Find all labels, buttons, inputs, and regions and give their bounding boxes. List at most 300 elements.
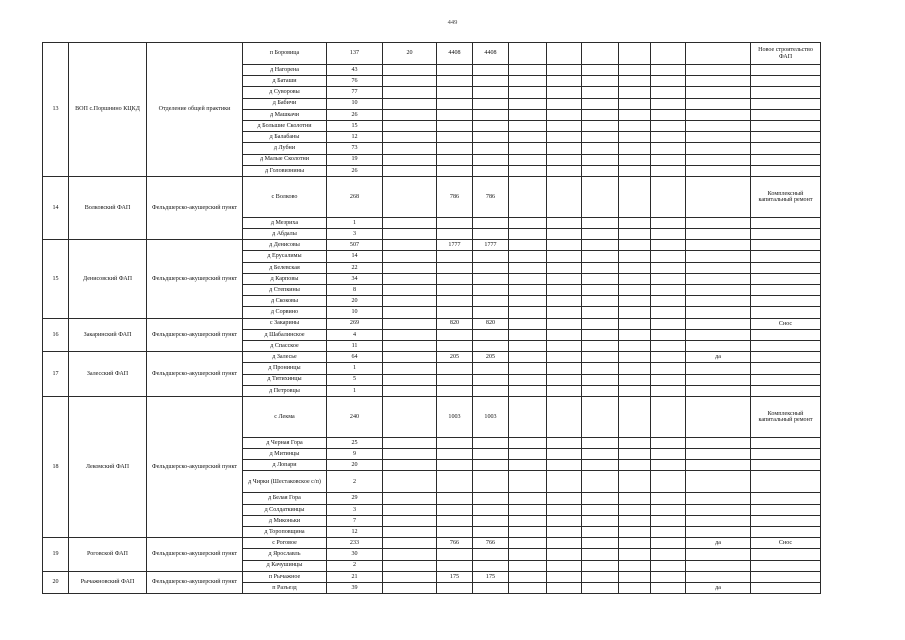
empty-cell (509, 296, 547, 307)
flag-cell (686, 273, 751, 284)
empty-cell (651, 582, 686, 593)
value-cell: 1003 (437, 396, 473, 437)
empty-cell (619, 437, 651, 448)
population-cell: 4 (327, 329, 383, 340)
value-cell: 20 (383, 43, 437, 65)
value-cell: 4408 (473, 43, 509, 65)
note-cell (751, 98, 821, 109)
value-cell (473, 132, 509, 143)
population-cell: 14 (327, 251, 383, 262)
note-cell (751, 437, 821, 448)
empty-cell (509, 385, 547, 396)
value-cell (383, 571, 437, 582)
empty-cell (582, 437, 619, 448)
empty-cell (582, 65, 619, 76)
empty-cell (619, 229, 651, 240)
empty-cell (547, 329, 582, 340)
population-cell: 26 (327, 165, 383, 176)
empty-cell (651, 109, 686, 120)
empty-cell (619, 560, 651, 571)
settlement-name: с Закарины (243, 318, 327, 329)
empty-cell (509, 549, 547, 560)
note-cell (751, 363, 821, 374)
empty-cell (547, 120, 582, 131)
facility-type: Фельдшерско-акушерский пункт (147, 176, 243, 239)
value-cell (383, 217, 437, 228)
empty-cell (509, 515, 547, 526)
value-cell (473, 582, 509, 593)
empty-cell (547, 109, 582, 120)
empty-cell (509, 318, 547, 329)
value-cell (473, 363, 509, 374)
empty-cell (619, 262, 651, 273)
value-cell (473, 374, 509, 385)
empty-cell (547, 229, 582, 240)
empty-cell (619, 154, 651, 165)
value-cell: 205 (437, 352, 473, 363)
empty-cell (651, 251, 686, 262)
value-cell (437, 229, 473, 240)
population-cell: 64 (327, 352, 383, 363)
settlement-name: д Большие Сколотни (243, 120, 327, 131)
value-cell (383, 493, 437, 504)
empty-cell (582, 176, 619, 217)
population-cell: 1 (327, 363, 383, 374)
empty-cell (582, 217, 619, 228)
settlement-name: д Белевская (243, 262, 327, 273)
empty-cell (619, 329, 651, 340)
note-cell (751, 273, 821, 284)
empty-cell (509, 352, 547, 363)
value-cell (437, 273, 473, 284)
flag-cell (686, 143, 751, 154)
value-cell (473, 560, 509, 571)
note-cell (751, 87, 821, 98)
population-cell: 15 (327, 120, 383, 131)
row-number: 15 (43, 240, 69, 318)
facility-name: Рычажновский ФАП (69, 571, 147, 593)
value-cell (383, 471, 437, 493)
empty-cell (619, 43, 651, 65)
empty-cell (619, 296, 651, 307)
empty-cell (619, 76, 651, 87)
note-cell (751, 527, 821, 538)
settlement-name: д Тороповщина (243, 527, 327, 538)
settlement-name: д Нагорена (243, 65, 327, 76)
empty-cell (619, 87, 651, 98)
empty-cell (651, 471, 686, 493)
empty-cell (651, 460, 686, 471)
empty-cell (582, 449, 619, 460)
note-cell (751, 143, 821, 154)
settlement-name: с Роговое (243, 538, 327, 549)
flag-cell (686, 262, 751, 273)
value-cell (473, 296, 509, 307)
population-cell: 19 (327, 154, 383, 165)
population-cell: 7 (327, 515, 383, 526)
empty-cell (651, 329, 686, 340)
settlement-name: д Ерусалимы (243, 251, 327, 262)
empty-cell (619, 504, 651, 515)
note-cell (751, 493, 821, 504)
empty-cell (547, 98, 582, 109)
value-cell (383, 329, 437, 340)
population-cell: 10 (327, 98, 383, 109)
empty-cell (547, 340, 582, 351)
empty-cell (509, 527, 547, 538)
population-cell: 9 (327, 449, 383, 460)
settlement-name: д Солдаткинцы (243, 504, 327, 515)
flag-cell: да (686, 352, 751, 363)
value-cell (383, 143, 437, 154)
empty-cell (651, 318, 686, 329)
flag-cell (686, 374, 751, 385)
empty-cell (582, 154, 619, 165)
empty-cell (619, 515, 651, 526)
empty-cell (547, 374, 582, 385)
empty-cell (547, 87, 582, 98)
empty-cell (509, 229, 547, 240)
note-cell (751, 154, 821, 165)
facility-type: Фельдшерско-акушерский пункт (147, 571, 243, 593)
population-cell: 5 (327, 374, 383, 385)
empty-cell (547, 217, 582, 228)
value-cell (437, 120, 473, 131)
empty-cell (547, 251, 582, 262)
note-cell (751, 471, 821, 493)
facility-name: ВОП с.Поршнино КЦКД (69, 43, 147, 177)
empty-cell (582, 340, 619, 351)
population-cell: 20 (327, 460, 383, 471)
population-cell: 240 (327, 396, 383, 437)
value-cell (383, 154, 437, 165)
empty-cell (509, 176, 547, 217)
value-cell (383, 76, 437, 87)
note-cell (751, 560, 821, 571)
population-cell: 21 (327, 571, 383, 582)
value-cell (383, 515, 437, 526)
table-row (43, 318, 821, 329)
note-cell (751, 296, 821, 307)
empty-cell (547, 385, 582, 396)
empty-cell (619, 340, 651, 351)
flag-cell (686, 165, 751, 176)
value-cell (473, 98, 509, 109)
value-cell (383, 262, 437, 273)
facility-type: Отделение общей практики (147, 43, 243, 177)
settlement-name: д Бабичи (243, 98, 327, 109)
population-cell: 76 (327, 76, 383, 87)
value-cell (473, 527, 509, 538)
value-cell (383, 549, 437, 560)
empty-cell (619, 449, 651, 460)
value-cell (383, 340, 437, 351)
empty-cell (547, 352, 582, 363)
facility-type: Фельдшерско-акушерский пункт (147, 352, 243, 397)
value-cell (473, 109, 509, 120)
population-cell: 233 (327, 538, 383, 549)
empty-cell (547, 582, 582, 593)
note-cell (751, 515, 821, 526)
empty-cell (582, 396, 619, 437)
empty-cell (582, 560, 619, 571)
value-cell (383, 307, 437, 318)
empty-cell (547, 549, 582, 560)
empty-cell (509, 87, 547, 98)
empty-cell (509, 65, 547, 76)
empty-cell (582, 262, 619, 273)
empty-cell (547, 560, 582, 571)
empty-cell (619, 165, 651, 176)
empty-cell (651, 273, 686, 284)
value-cell (473, 471, 509, 493)
facility-type: Фельдшерско-акушерский пункт (147, 538, 243, 572)
note-cell (751, 240, 821, 251)
value-cell (437, 143, 473, 154)
value-cell (437, 340, 473, 351)
settlement-name: д Денисовы (243, 240, 327, 251)
value-cell (473, 262, 509, 273)
value-cell (437, 65, 473, 76)
empty-cell (582, 504, 619, 515)
value-cell (437, 582, 473, 593)
empty-cell (651, 285, 686, 296)
empty-cell (651, 515, 686, 526)
note-cell (751, 460, 821, 471)
flag-cell (686, 98, 751, 109)
empty-cell (651, 560, 686, 571)
value-cell (473, 273, 509, 284)
value-cell (437, 251, 473, 262)
empty-cell (509, 374, 547, 385)
empty-cell (509, 43, 547, 65)
empty-cell (619, 396, 651, 437)
value-cell (473, 340, 509, 351)
settlement-name: д Митинцы (243, 449, 327, 460)
flag-cell (686, 120, 751, 131)
empty-cell (651, 504, 686, 515)
value-cell (473, 217, 509, 228)
facility-type: Фельдшерско-акушерский пункт (147, 318, 243, 352)
flag-cell (686, 449, 751, 460)
population-cell: 3 (327, 504, 383, 515)
empty-cell (547, 143, 582, 154)
value-cell (473, 437, 509, 448)
value-cell (473, 143, 509, 154)
empty-cell (582, 229, 619, 240)
facility-type: Фельдшерско-акушерский пункт (147, 240, 243, 318)
settlement-name: д Ярославль (243, 549, 327, 560)
empty-cell (509, 76, 547, 87)
empty-cell (547, 515, 582, 526)
value-cell (383, 120, 437, 131)
flag-cell (686, 340, 751, 351)
empty-cell (619, 120, 651, 131)
empty-cell (619, 240, 651, 251)
settlement-name: д Мезриха (243, 217, 327, 228)
settlement-name: д Сорвино (243, 307, 327, 318)
empty-cell (619, 109, 651, 120)
empty-cell (509, 437, 547, 448)
row-number: 16 (43, 318, 69, 352)
empty-cell (547, 396, 582, 437)
value-cell: 766 (473, 538, 509, 549)
empty-cell (651, 437, 686, 448)
note-cell (751, 582, 821, 593)
value-cell (437, 363, 473, 374)
value-cell (437, 132, 473, 143)
flag-cell (686, 396, 751, 437)
population-cell: 1 (327, 217, 383, 228)
note-cell (751, 329, 821, 340)
empty-cell (619, 549, 651, 560)
flag-cell (686, 217, 751, 228)
empty-cell (651, 217, 686, 228)
settlement-name: п Рычажное (243, 571, 327, 582)
population-cell: 77 (327, 87, 383, 98)
value-cell: 786 (437, 176, 473, 217)
population-cell: 8 (327, 285, 383, 296)
population-cell: 507 (327, 240, 383, 251)
value-cell (383, 460, 437, 471)
note-cell: Новое строительство ФАП (751, 43, 821, 65)
value-cell (437, 460, 473, 471)
note-cell (751, 307, 821, 318)
empty-cell (582, 363, 619, 374)
empty-cell (509, 132, 547, 143)
page-number: 449 (447, 19, 458, 26)
value-cell (473, 65, 509, 76)
value-cell (383, 437, 437, 448)
value-cell (383, 560, 437, 571)
empty-cell (582, 471, 619, 493)
settlement-name: д Суворовы (243, 87, 327, 98)
value-cell: 1777 (437, 240, 473, 251)
flag-cell (686, 515, 751, 526)
value-cell (383, 109, 437, 120)
empty-cell (582, 549, 619, 560)
note-cell (751, 571, 821, 582)
value-cell (383, 132, 437, 143)
value-cell (383, 296, 437, 307)
settlement-name: д Шабалинское (243, 329, 327, 340)
value-cell: 175 (473, 571, 509, 582)
flag-cell (686, 109, 751, 120)
empty-cell (651, 340, 686, 351)
empty-cell (547, 285, 582, 296)
empty-cell (651, 385, 686, 396)
value-cell (437, 329, 473, 340)
value-cell (383, 176, 437, 217)
empty-cell (509, 273, 547, 284)
population-cell: 22 (327, 262, 383, 273)
flag-cell (686, 132, 751, 143)
population-cell: 20 (327, 296, 383, 307)
empty-cell (547, 538, 582, 549)
value-cell: 4408 (437, 43, 473, 65)
row-number: 19 (43, 538, 69, 572)
value-cell (383, 240, 437, 251)
empty-cell (582, 143, 619, 154)
empty-cell (547, 176, 582, 217)
empty-cell (619, 363, 651, 374)
note-cell (751, 109, 821, 120)
value-cell (383, 582, 437, 593)
note-cell (751, 504, 821, 515)
empty-cell (509, 340, 547, 351)
note-cell (751, 229, 821, 240)
value-cell (437, 98, 473, 109)
empty-cell (651, 449, 686, 460)
settlement-name: д Лубни (243, 143, 327, 154)
value-cell (473, 76, 509, 87)
empty-cell (547, 363, 582, 374)
flag-cell (686, 285, 751, 296)
empty-cell (582, 285, 619, 296)
empty-cell (651, 538, 686, 549)
empty-cell (619, 143, 651, 154)
population-cell: 43 (327, 65, 383, 76)
population-cell: 25 (327, 437, 383, 448)
value-cell (383, 318, 437, 329)
empty-cell (619, 571, 651, 582)
value-cell (473, 154, 509, 165)
population-cell: 11 (327, 340, 383, 351)
settlement-name: д Машкачи (243, 109, 327, 120)
facility-name: Закаринский ФАП (69, 318, 147, 352)
value-cell (473, 549, 509, 560)
value-cell (383, 374, 437, 385)
population-cell: 3 (327, 229, 383, 240)
value-cell (437, 76, 473, 87)
value-cell: 820 (473, 318, 509, 329)
row-number: 13 (43, 43, 69, 177)
population-cell: 34 (327, 273, 383, 284)
flag-cell (686, 329, 751, 340)
value-cell (383, 98, 437, 109)
empty-cell (547, 449, 582, 460)
empty-cell (651, 43, 686, 65)
empty-cell (582, 87, 619, 98)
value-cell (473, 385, 509, 396)
value-cell (437, 385, 473, 396)
empty-cell (582, 296, 619, 307)
empty-cell (547, 65, 582, 76)
population-cell: 12 (327, 132, 383, 143)
table-row (43, 571, 821, 582)
settlement-name: п Разъезд (243, 582, 327, 593)
value-cell (383, 273, 437, 284)
empty-cell (547, 527, 582, 538)
value-cell (473, 493, 509, 504)
empty-cell (619, 460, 651, 471)
flag-cell (686, 154, 751, 165)
empty-cell (651, 154, 686, 165)
empty-cell (619, 176, 651, 217)
empty-cell (582, 385, 619, 396)
note-cell (751, 374, 821, 385)
empty-cell (651, 87, 686, 98)
value-cell (437, 109, 473, 120)
table-row (43, 352, 821, 363)
empty-cell (619, 132, 651, 143)
empty-cell (651, 527, 686, 538)
table-row (43, 538, 821, 549)
empty-cell (509, 396, 547, 437)
empty-cell (582, 538, 619, 549)
value-cell (473, 515, 509, 526)
value-cell: 766 (437, 538, 473, 549)
